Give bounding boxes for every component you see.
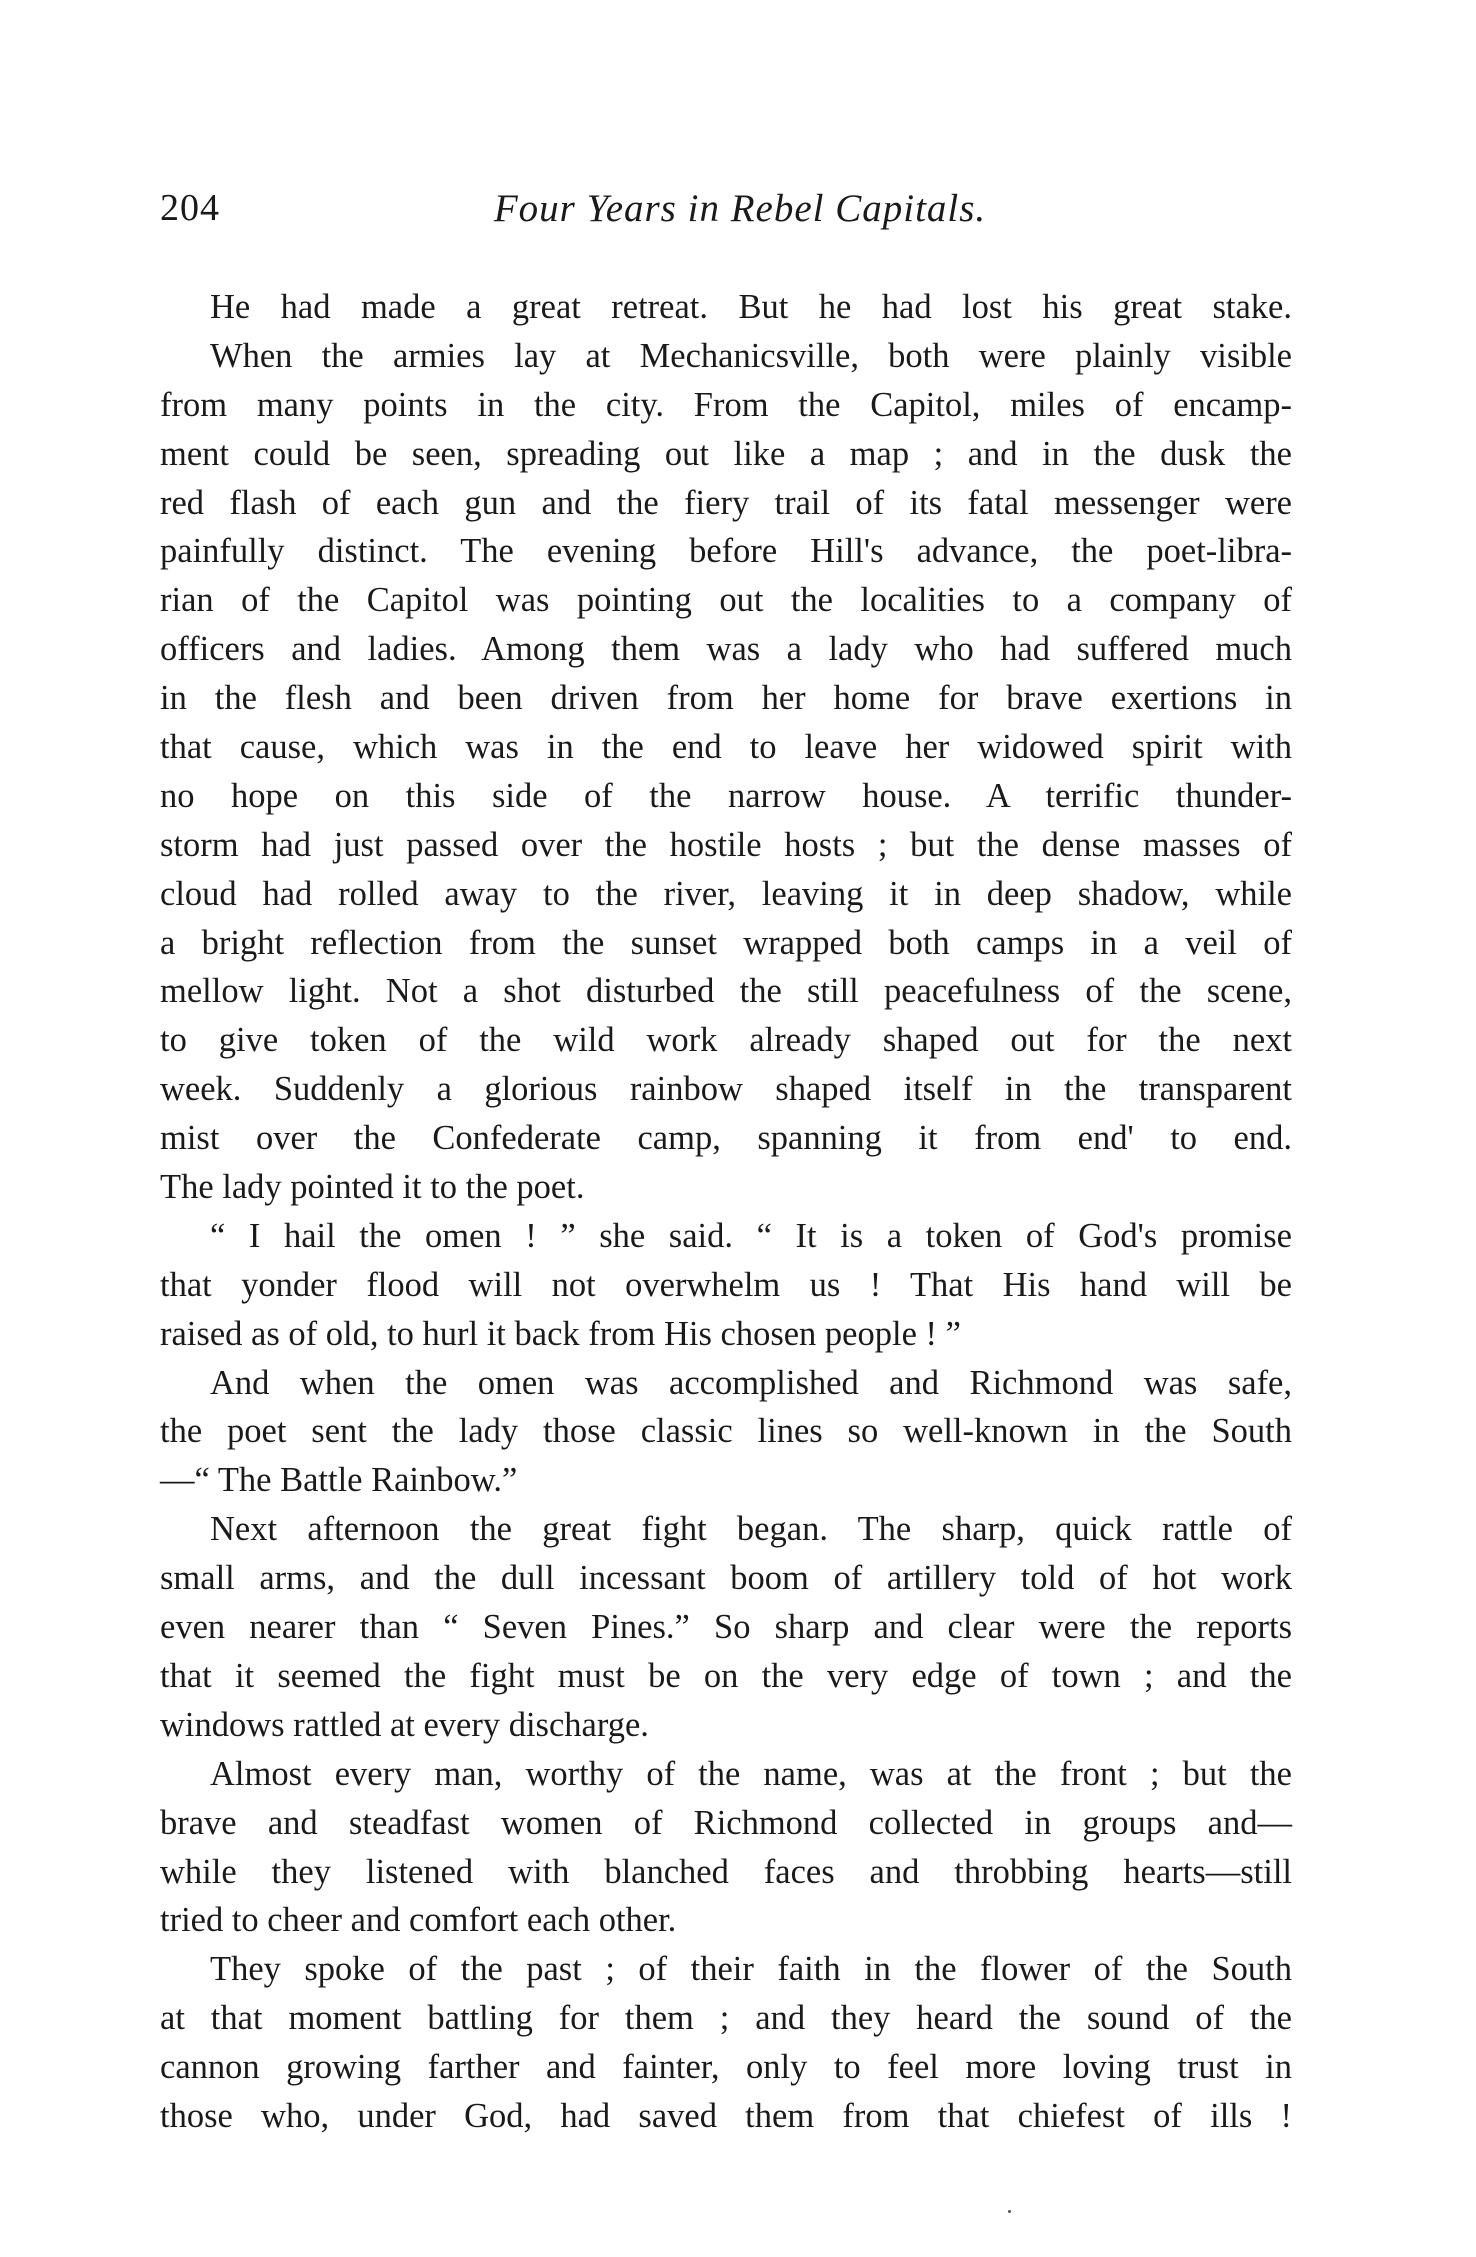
text-line: officers and ladies. Among them was a lady who had suffered much — [160, 630, 1292, 669]
text-line: even nearer than “ Seven Pines.” So sharp and clear were the reports — [160, 1608, 1292, 1647]
page-number: 204 — [160, 187, 220, 229]
text-line: ment could be seen, spreading out like a map ; and in the dusk the — [160, 434, 1292, 473]
body-text — [160, 283, 1292, 2141]
text-line: —“ The Battle Rainbow.” — [160, 1461, 518, 1500]
text-line: mellow light. Not a shot disturbed the still peacefulness of the scene, — [160, 972, 1292, 1011]
text-line: small arms, and the dull incessant boom of artillery told of hot work — [160, 1559, 1292, 1598]
text-line: that cause, which was in the end to leave her widowed spirit with — [160, 728, 1292, 767]
text-line: raised as of old, to hurl it back from His chosen people ! ” — [160, 1314, 961, 1353]
text-line: red flash of each gun and the fiery trail of its fatal messenger were — [160, 483, 1292, 522]
running-title: Four Years in Rebel Capitals. — [493, 187, 987, 230]
text-line: The lady pointed it to the poet. — [160, 1168, 585, 1207]
page-header — [160, 186, 1290, 246]
text-line: windows rattled at every discharge. — [160, 1705, 649, 1744]
text-line: They spoke of the past ; of their faith in the flower of the South — [210, 1950, 1292, 1989]
text-line: brave and steadfast women of Richmond collected in groups and— — [160, 1803, 1292, 1842]
text-line: tried to cheer and comfort each other. — [160, 1901, 677, 1940]
text-line: He had made a great retreat. But he had lost his great stake. — [210, 288, 1292, 326]
text-line: mist over the Confederate camp, spanning it from end' to end. — [160, 1119, 1292, 1158]
text-line: painfully distinct. The evening before Hill's advance, the poet-libra- — [160, 532, 1292, 571]
text-line: while they listened with blanched faces and throbbing hearts—still — [160, 1852, 1292, 1891]
text-line: the poet sent the lady those classic lines so well-known in the South — [160, 1412, 1292, 1451]
text-line: rian of the Capitol was pointing out the localities to a company of — [160, 581, 1292, 620]
text-line: Next afternoon the great fight began. The sharp, quick rattle of — [210, 1510, 1292, 1549]
text-line: that yonder flood will not overwhelm us ! That His hand will be — [160, 1265, 1292, 1304]
text-line: those who, under God, had saved them from that chiefest of ills ! — [160, 2096, 1292, 2135]
text-line: from many points in the city. From the Capitol, miles of encamp- — [160, 385, 1292, 424]
text-line: cannon growing farther and fainter, only to feel more loving trust in — [160, 2048, 1292, 2087]
text-line: that it seemed the fight must be on the very edge of town ; and the — [160, 1656, 1292, 1695]
text-line: cloud had rolled away to the river, leaving it in deep shadow, while — [160, 874, 1292, 913]
text-line: When the armies lay at Mechanicsville, both were plainly visible — [210, 336, 1292, 375]
text-line: And when the omen was accomplished and Richmond was safe, — [210, 1363, 1292, 1402]
text-line: a bright reflection from the sunset wrapped both camps in a veil of — [160, 923, 1292, 962]
text-line: in the flesh and been driven from her home for brave exertions in — [160, 679, 1292, 718]
text-line: storm had just passed over the hostile hosts ; but the dense masses of — [160, 825, 1292, 864]
text-line: “ I hail the omen ! ” she said. “ It is a token of God's promise — [210, 1216, 1292, 1255]
text-line: no hope on this side of the narrow house. A terrific thunder- — [160, 776, 1292, 815]
text-line: Almost every man, worthy of the name, was at the front ; but the — [210, 1754, 1292, 1793]
text-line: at that moment battling for them ; and they heard the sound of the — [160, 1999, 1292, 2038]
print-speck — [1008, 2210, 1011, 2213]
text-line: to give token of the wild work already shaped out for the next — [160, 1021, 1292, 1060]
text-line: week. Suddenly a glorious rainbow shaped itself in the transparent — [160, 1070, 1292, 1109]
